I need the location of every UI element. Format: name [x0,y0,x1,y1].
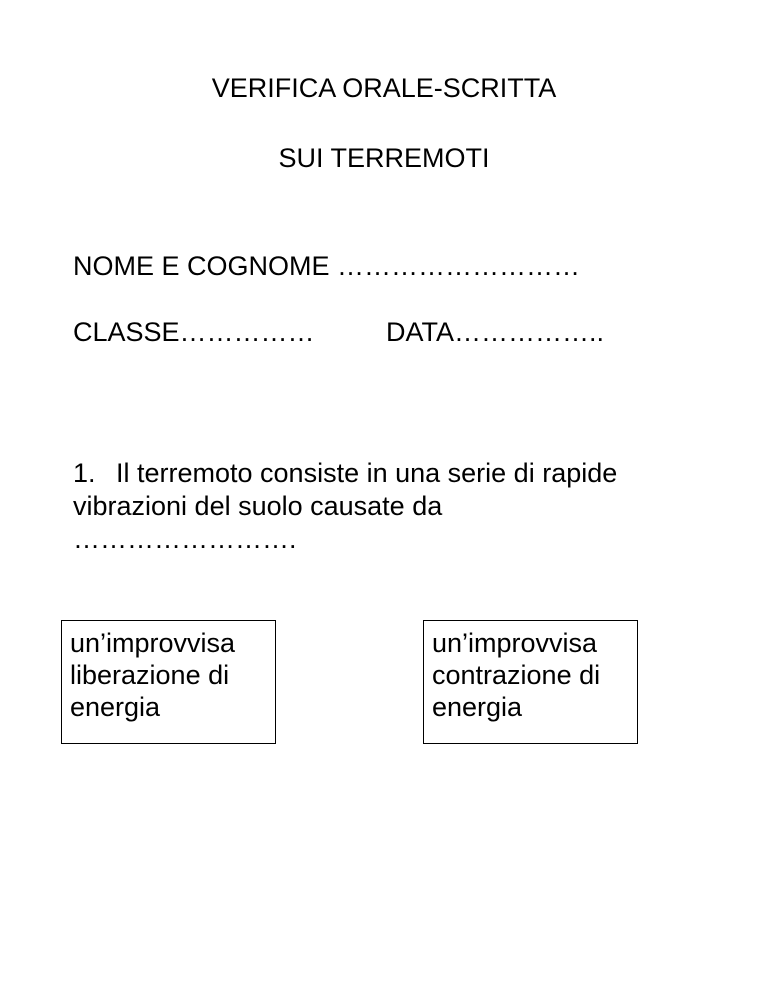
option-b-line-3: energia [432,692,523,722]
answer-option-b[interactable] [423,620,638,744]
answer-option-a[interactable] [61,620,276,744]
option-b-line-1: un’improvvisa [432,628,598,658]
question-text-1: Il terremoto consiste in una serie di rapide [116,458,618,488]
option-a-line-2: liberazione di [70,660,230,690]
page-title: VERIFICA ORALE-SCRITTA [211,73,557,103]
date-field: DATA…………….. [386,317,605,347]
name-surname-field: NOME E COGNOME ……………………… [73,251,581,281]
option-b-line-2: contrazione di [432,660,601,690]
question-text-2: vibrazioni del suolo causate da [73,491,443,521]
question-number: 1. [73,458,96,488]
option-a-line-1: un’improvvisa [70,628,236,658]
question-blank: ……………………. [73,524,297,554]
class-field: CLASSE…………… [73,317,315,347]
page-subtitle: SUI TERREMOTI [278,143,490,173]
option-a-line-3: energia [70,692,161,722]
question-line-1 [73,457,713,490]
question-1 [73,457,713,556]
